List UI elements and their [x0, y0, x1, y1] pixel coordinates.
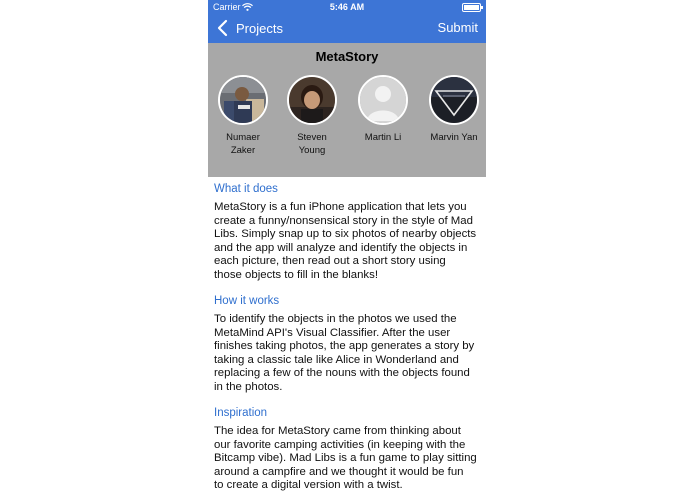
carrier-label: Carrier: [213, 2, 241, 12]
team-member-3[interactable]: [348, 75, 418, 144]
avatar: [287, 75, 337, 125]
section-heading: Inspiration: [214, 407, 268, 419]
section-how-it-works: [208, 294, 486, 395]
avatar: [218, 75, 268, 125]
navigation-bar: [208, 0, 486, 43]
battery-icon: [462, 3, 481, 12]
section-body: To identify the objects in the photos we used the MetaMind API's Visual Classifier. After the user finishes taking photos, the app generates a story by taking a classic tale like Alice in Wonderland and replacing a few of the nouns with the objects found in the photos.: [214, 313, 475, 393]
section-body: MetaStory is a fun iPhone application that lets you create a funny/nonsensical story in the style of Mad Libs. Simply snap up to six photos of nearby objects and the app will analyze and identify the objects in each picture, then read out a short story using those objects to fill in the blanks!: [214, 201, 477, 281]
project-title: MetaStory: [315, 49, 379, 64]
status-bar: [208, 0, 486, 14]
section-what-it-does: [208, 182, 486, 283]
member-name: Marvin Yan: [430, 132, 478, 143]
section-heading: How it works: [214, 295, 280, 307]
section-body: The idea for MetaStory came from thinking about our favorite camping activities (in keeping with the Bitcamp vibe). Mad Libs is a fun game to play sitting around a campfire and we thought it would be fun to create a digital version with a twist.: [214, 425, 477, 492]
section-inspiration: [208, 406, 486, 493]
avatar: [429, 75, 479, 125]
back-button[interactable]: [216, 19, 283, 37]
placeholder-avatar-icon: [358, 75, 408, 125]
team-member-2[interactable]: [277, 75, 347, 157]
phone-screen: [208, 0, 486, 494]
member-name: Numaer Zaker: [226, 132, 260, 156]
member-name: Martin Li: [364, 132, 402, 143]
member-name: Steven Young: [297, 132, 327, 156]
chevron-left-icon: [216, 19, 232, 37]
team-member-4[interactable]: [419, 75, 486, 144]
project-header: [208, 43, 486, 177]
back-button-label: Projects: [236, 20, 283, 36]
section-heading: What it does: [214, 183, 278, 195]
team-member-1[interactable]: [208, 75, 278, 157]
status-time: 5:46 AM: [329, 2, 365, 12]
submit-button[interactable]: Submit: [437, 20, 478, 35]
